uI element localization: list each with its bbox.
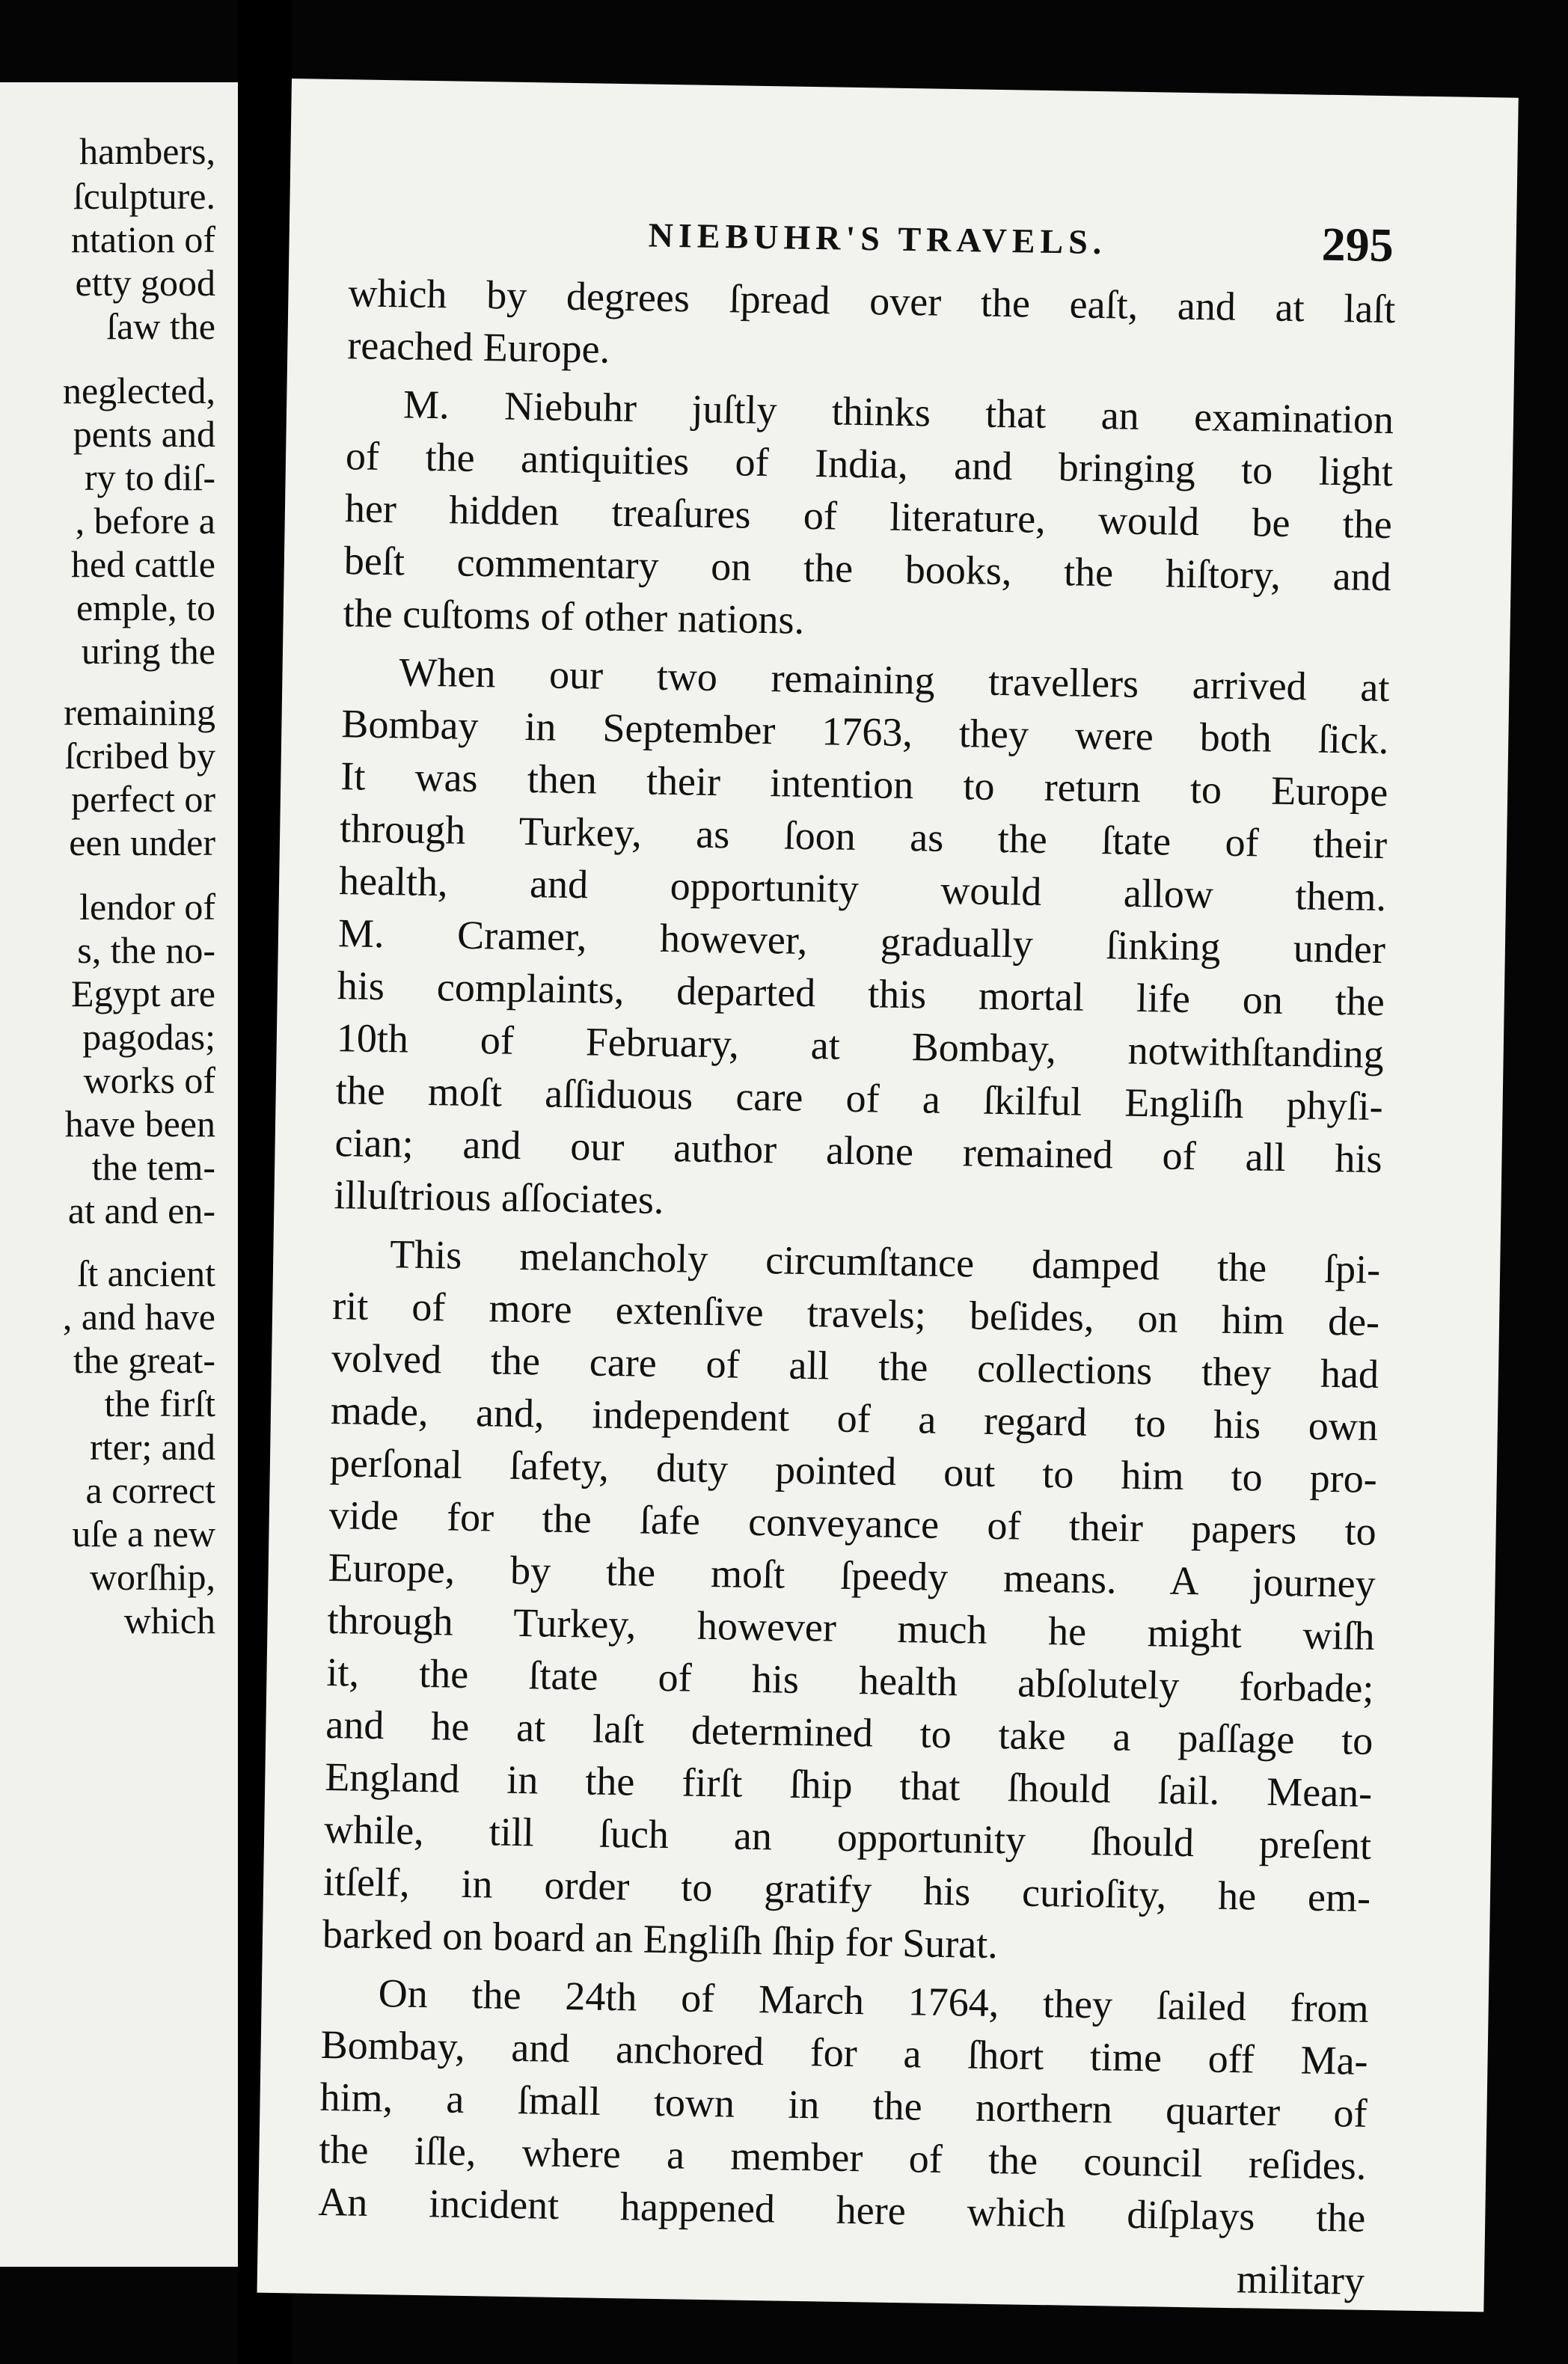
text-line: cian; and our author alone remained of all his [334, 1120, 1382, 1182]
facing-page-line: worſhip, [89, 1556, 215, 1598]
facing-page-line: the firſt [104, 1382, 215, 1424]
text-line: It was then their intention to return to Europe [340, 753, 1388, 815]
facing-page-line: hambers, [79, 130, 215, 172]
facing-page-line: ry to diſ- [85, 456, 215, 498]
facing-page-line: which [123, 1599, 215, 1641]
text-line: the iſle, where a member of the council reſides. [319, 2126, 1367, 2188]
facing-page-line: etty good [75, 262, 215, 304]
text-line: vide for the ſafe conveyance of their papers to [328, 1492, 1377, 1555]
text-line: health, and opportunity would allow them. [338, 858, 1387, 920]
facing-page-fragment [0, 82, 238, 2267]
facing-page-line: rter; and [90, 1426, 215, 1468]
text-line: itſelf, in order to gratify his curioſity, he em- [322, 1858, 1371, 1920]
book-page [257, 79, 1519, 2312]
text-line: made, and, independent of a regard to his own [330, 1388, 1379, 1450]
text-line: 10th of February, at Bombay, notwithſtanding [336, 1015, 1385, 1077]
facing-page-line: hed cattle [71, 543, 215, 585]
facing-page-line: lendor of [79, 886, 215, 928]
facing-page-line: , before a [75, 500, 215, 542]
facing-page-line: pents and [73, 413, 215, 455]
facing-page-line: have been [64, 1103, 215, 1145]
facing-page-line: perfect or [71, 778, 215, 820]
text-line: Bombay in September 1763, they were both ſick. [340, 701, 1389, 763]
text-line: volved the care of all the collections they had [331, 1335, 1379, 1397]
text-line: perſonal ſafety, duty pointed out to him to pro- [329, 1440, 1378, 1502]
text-line: reached Europe. [346, 322, 610, 372]
text-line: the cuſtoms of other nations. [343, 590, 805, 643]
text-line: through Turkey, however much he might wiſh [327, 1597, 1375, 1659]
running-head: NIEBUHR'S TRAVELS. [648, 215, 1107, 262]
text-line: his complaints, departed this mortal life on the [337, 963, 1385, 1025]
body-text [317, 266, 1396, 2307]
text-line: Europe, by the moſt ſpeedy means. A journey [328, 1545, 1376, 1606]
facing-page-line: at and en- [67, 1189, 215, 1231]
facing-page-line: ntation of [70, 218, 215, 260]
text-line: rit of more extenſive travels; beſides, on him de- [331, 1283, 1380, 1345]
text-line: England in the firſt ſhip that ſhould ſail. Mean- [324, 1754, 1373, 1816]
text-line: barked on board an Engliſh ſhip for Surat. [322, 1911, 999, 1968]
text-line: This melancholy circumſtance damped the ſpi- [389, 1231, 1381, 1293]
facing-page-line: a correct [85, 1469, 215, 1511]
text-line: and he at laſt determined to take a paſſage to [325, 1701, 1373, 1763]
facing-page-line: emple, to [76, 587, 215, 628]
facing-page-line: ſculpture. [73, 175, 215, 217]
text-line: M. Niebuhr juſtly thinks that an examination [402, 382, 1394, 443]
text-line: him, a ſmall town in the northern quarter of [319, 2074, 1368, 2136]
text-line: her hidden treaſures of literature, would be the [344, 486, 1393, 548]
facing-page-line: the tem- [91, 1146, 215, 1188]
text-line: while, till ſuch an opportunity ſhould preſent [323, 1806, 1372, 1868]
facing-page-line: ſcribed by [64, 735, 215, 777]
facing-page-line: pagodas; [82, 1016, 215, 1058]
text-line: On the 24th of March 1764, they ſailed from [378, 1970, 1370, 2031]
text-line: An incident happened here which diſplays the [317, 2178, 1366, 2241]
facing-page-line: ſt ancient [77, 1252, 215, 1294]
facing-page-line: , and have [62, 1296, 215, 1338]
facing-page-line: works of [83, 1059, 215, 1101]
text-line: which by degrees ſpread over the eaſt, and at laſt [348, 270, 1396, 332]
facing-page-line: uring the [81, 630, 215, 672]
text-line: beſt commentary on the books, the hiſtory, and [343, 538, 1392, 600]
text-line: it, the ſtate of his health abſolutely forbade; [326, 1649, 1374, 1711]
text-line: the moſt aſſiduous care of a ſkilful Engliſh phyſi- [335, 1068, 1384, 1130]
text-line: When our two remaining travellers arrived at [399, 649, 1390, 711]
text-line: M. Cramer, however, gradually ſinking under [337, 910, 1386, 973]
facing-page-line: the great- [73, 1339, 215, 1381]
facing-page-line: neglected, [62, 370, 215, 411]
facing-page-line: remaining [64, 691, 215, 733]
facing-page-line: een under [69, 821, 215, 863]
catchword: military [1236, 2256, 1365, 2303]
page-number: 295 [1321, 217, 1394, 272]
text-line: illuſtrious aſſociates. [334, 1172, 664, 1222]
facing-page-line: s, the no- [77, 929, 215, 971]
facing-page-line: uſe a new [72, 1513, 215, 1555]
facing-page-line: ſaw the [106, 305, 215, 347]
text-line: through Turkey, as ſoon as the ſtate of their [339, 806, 1388, 868]
text-line: Bombay, and anchored for a ſhort time off Ma- [320, 2021, 1369, 2083]
text-line: of the antiquities of India, and bringing to light [345, 433, 1394, 495]
facing-page-line: Egypt are [71, 973, 215, 1014]
